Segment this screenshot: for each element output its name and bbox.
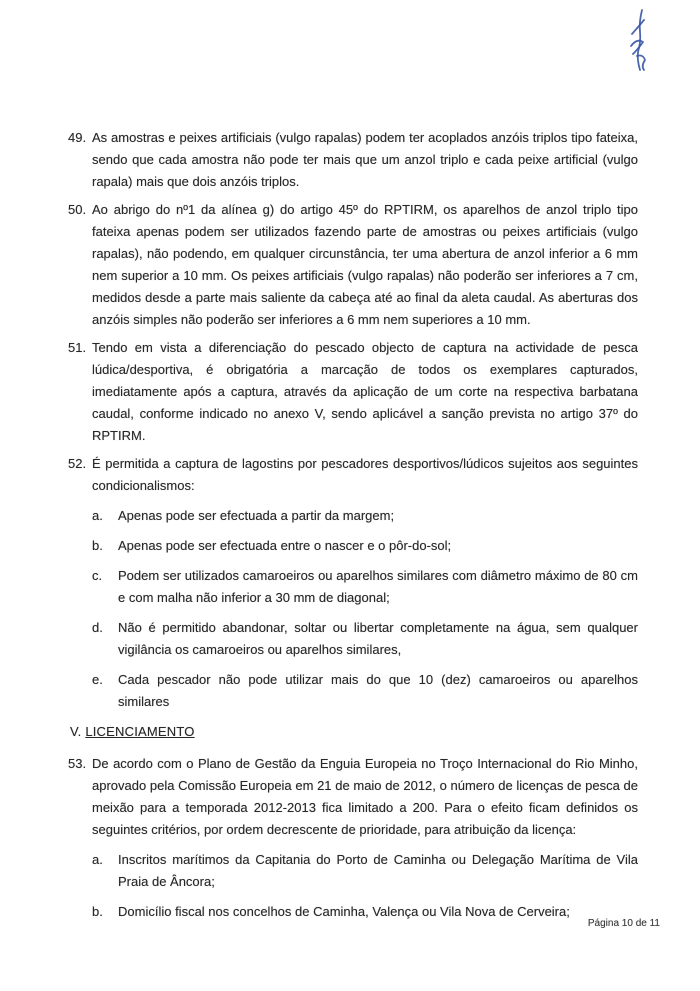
item-text: As amostras e peixes artificiais (vulgo rapalas) podem ter acoplados anzóis triplos tipo fateixa, sendo que cada amostra não pode ter mais que um anzol triplo e cada peixe artificial (vulgo rapala) mais que dois anzóis triplos. <box>92 130 638 189</box>
item-text: Ao abrigo do nº1 da alínea g) do artigo 45º do RPTIRM, os aparelhos de anzol triplo tipo fateixa apenas podem ser utilizados fazendo parte de amostras ou peixes artificiais (vulgo rapalas), não podendo, em qualquer circunstância, ter uma abertura de anzol inferior a 6 mm nem superior a 10 mm. Os peixes artificiais (vulgo rapalas) não poderão ser inferiores a 7 cm, medidos desde a parte mais saliente da cabeça até ao final da aleta caudal. As aberturas dos anzóis simples não poderão ser inferiores a 6 mm nem superiores a 10 mm. <box>92 202 638 327</box>
section-title: LICENCIAMENTO <box>85 724 195 739</box>
page-number: Página 10 de 11 <box>587 918 660 929</box>
sub-item-text: Inscritos marítimos da Capitania do Porto de Caminha ou Delegação Marítima de Vila Praia de Âncora; <box>118 852 638 889</box>
sub-item-c <box>92 565 638 609</box>
list-item-53 <box>68 753 638 841</box>
sublist-item-53 <box>92 849 638 923</box>
sub-item-text: Não é permitido abandonar, soltar ou libertar completamente na água, sem qualquer vigilância os camaroeiros ou aparelhos similares, <box>118 620 638 657</box>
sub-item-text: Domicílio fiscal nos concelhos de Caminha, Valença ou Vila Nova de Cerveira; <box>118 904 570 919</box>
sub-item-letter: a. <box>92 852 103 867</box>
section-heading-licenciamento <box>68 721 638 743</box>
sub-item-text: Cada pescador não pode utilizar mais do que 10 (dez) camaroeiros ou aparelhos similares <box>118 672 638 709</box>
sub-item-letter: e. <box>92 672 103 687</box>
sub-item-e <box>92 669 638 713</box>
list-item-52 <box>68 453 638 497</box>
item-number: 50. <box>68 202 87 217</box>
sub-item-b <box>92 535 638 557</box>
sub-item-text: Apenas pode ser efectuada a partir da margem; <box>118 508 395 523</box>
sub-item-d <box>92 617 638 661</box>
sub-item-text: Apenas pode ser efectuada entre o nascer e o pôr-do-sol; <box>118 538 452 553</box>
sub-item-letter: c. <box>92 568 103 583</box>
sub-item-a <box>92 849 638 893</box>
item-text: Tendo em vista a diferenciação do pescado objecto de captura na actividade de pesca lúdica/desportiva, é obrigatória a marcação de todos os exemplares capturados, imediatamente após a captura, através da aplicação de um corte na respectiva barbatana caudal, conforme indicado no anexo V, sendo aplicável a sanção prevista no artigo 37º do RPTIRM. <box>92 340 638 443</box>
sub-item-b <box>92 901 638 923</box>
sub-item-letter: a. <box>92 508 103 523</box>
section-prefix: V. <box>70 724 82 739</box>
list-item-50 <box>68 199 638 331</box>
item-number: 51. <box>68 340 87 355</box>
document-content <box>68 127 638 931</box>
sub-item-letter: d. <box>92 620 103 635</box>
item-number: 49. <box>68 130 87 145</box>
item-text: De acordo com o Plano de Gestão da Enguia Europeia no Troço Internacional do Rio Minho, aprovado pela Comissão Europeia em 21 de maio de 2012, o número de licenças de pesca de meixão para a temporada 2012-2013 fica limitado a 200. Para o efeito ficam definidos os seguintes critérios, por ordem decrescente de prioridade, para atribuição da licença: <box>92 756 638 837</box>
item-number: 53. <box>68 756 87 771</box>
sub-item-letter: b. <box>92 538 103 553</box>
item-number: 52. <box>68 456 87 471</box>
list-item-51 <box>68 337 638 447</box>
item-text: É permitida a captura de lagostins por pescadores desportivos/lúdicos sujeitos aos seguintes condicionalismos: <box>92 456 638 493</box>
sub-item-letter: b. <box>92 904 103 919</box>
sub-item-text: Podem ser utilizados camaroeiros ou aparelhos similares com diâmetro máximo de 80 cm e com malha não inferior a 30 mm de diagonal; <box>118 568 638 605</box>
handwritten-initials-icon <box>617 8 659 72</box>
sublist-item-52 <box>92 505 638 713</box>
list-item-49 <box>68 127 638 193</box>
sub-item-a <box>92 505 638 527</box>
